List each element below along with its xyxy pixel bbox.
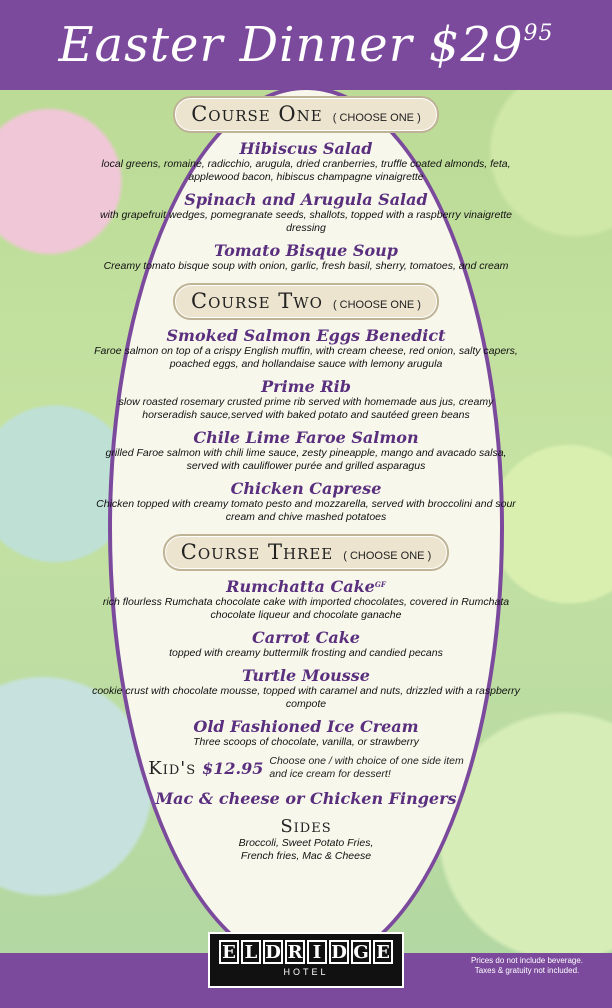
item-desc: Creamy tomato bisque soup with onion, garlic, fresh basil, sherry, tomatoes, and cream	[103, 260, 509, 272]
item-title: Hibiscus Salad	[239, 139, 373, 158]
course-banner	[163, 534, 450, 571]
logo-letters	[210, 940, 402, 964]
course-banner	[173, 283, 439, 320]
sides-line: French fries, Mac & Cheese	[240, 850, 372, 862]
item-desc: topped with creamy buttermilk frosting and candied pecans	[169, 647, 443, 659]
logo-letter: R	[285, 940, 305, 964]
item-title: Chicken Caprese	[230, 479, 382, 498]
item-desc: Chicken topped with creamy tomato pesto and mozzarella, served with broccolini and sour cream and chive mashed potatoes	[96, 498, 516, 523]
logo-letter: E	[373, 940, 393, 964]
choose-one-label: ( CHOOSE ONE )	[332, 112, 421, 124]
sides-desc	[92, 837, 520, 863]
item-title: Turtle Mousse	[242, 666, 370, 685]
menu-content	[92, 96, 520, 863]
sides-title: Sides	[280, 816, 332, 837]
item-desc: rich flourless Rumchata chocolate cake with imported chocolates, covered in Rumchata chocolate liqueur and chocolate ganache	[102, 596, 510, 621]
item-desc: cookie crust with chocolate mousse, topped with caramel and nuts, drizzled with a raspberry compote	[92, 685, 520, 710]
item-title: Prime Rib	[261, 377, 351, 396]
menu-title-text: Easter Dinner $29	[58, 17, 524, 73]
menu-title-cents: 95	[523, 21, 554, 46]
item-title: Smoked Salmon Eggs Benedict	[166, 326, 446, 345]
item-title: Carrot Cake	[252, 628, 360, 647]
course-two	[92, 283, 520, 524]
sides-line: Broccoli, Sweet Potato Fries,	[238, 837, 374, 849]
eldridge-hotel-logo	[208, 932, 404, 988]
logo-letter: I	[307, 940, 327, 964]
kids-menu	[92, 755, 520, 781]
gluten-free-tag: GF	[374, 580, 386, 589]
kids-desc-line: Choose one / with choice of one side item	[269, 755, 464, 767]
item-desc: with grapefruit wedges, pomegranate seeds, shallots, topped with a raspberry vinaigrette dressing	[99, 209, 513, 234]
item-desc: slow roasted rosemary crusted prime rib served with homemade aus jus, creamy horseradish sauce,served with baked potato and sautéed green beans	[118, 396, 494, 421]
item-desc: Faroe salmon on top of a crispy English muffin, with cream cheese, red onion, salty capers, poached eggs, and hollandaise sauce with lemony arugula	[94, 345, 518, 370]
logo-letter: D	[263, 940, 283, 964]
logo-letter: D	[329, 940, 349, 964]
logo-letter: G	[351, 940, 371, 964]
item-desc: Three scoops of chocolate, vanilla, or strawberry	[193, 736, 419, 748]
choose-one-label: ( CHOOSE ONE )	[332, 299, 421, 311]
item-desc: local greens, romaine, radicchio, arugula, dried cranberries, truffle coated almonds, feta, applewood bacon, hibiscus champagne vinaigrette	[101, 158, 511, 183]
menu-title	[58, 17, 553, 73]
item-title	[92, 577, 520, 596]
logo-hotel-text: HOTEL	[283, 967, 329, 977]
item-name: Rumchatta Cake	[226, 577, 375, 596]
pricing-note-line: Taxes & gratuity not included.	[474, 966, 580, 975]
item-title: Spinach and Arugula Salad	[184, 190, 428, 209]
course-title: Course Three	[180, 540, 334, 564]
header-bar	[0, 0, 612, 90]
logo-letter: L	[241, 940, 261, 964]
choose-one-label: ( CHOOSE ONE )	[343, 550, 432, 562]
kids-desc	[269, 755, 463, 781]
course-banner	[173, 96, 439, 133]
kids-desc-line: and ice cream for dessert!	[269, 768, 391, 780]
pricing-note	[452, 956, 602, 976]
kids-price: $12.95	[202, 758, 264, 778]
item-title: Old Fashioned Ice Cream	[193, 717, 419, 736]
course-title: Course One	[191, 102, 323, 126]
item-desc: grilled Faroe salmon with chili lime sauce, zesty pineapple, mango and avacado salsa, served with cauliflower purée and grilled asparagus	[105, 447, 507, 472]
item-title: Tomato Bisque Soup	[214, 241, 398, 260]
kids-options: Mac & cheese or Chicken Fingers	[155, 789, 457, 808]
course-one	[92, 96, 520, 273]
pricing-note-line: Prices do not include beverage.	[470, 956, 584, 965]
course-title: Course Two	[191, 289, 323, 313]
item-title: Chile Lime Faroe Salmon	[193, 428, 419, 447]
logo-letter: E	[219, 940, 239, 964]
kids-label: Kid's	[148, 757, 197, 779]
course-three	[92, 534, 520, 749]
